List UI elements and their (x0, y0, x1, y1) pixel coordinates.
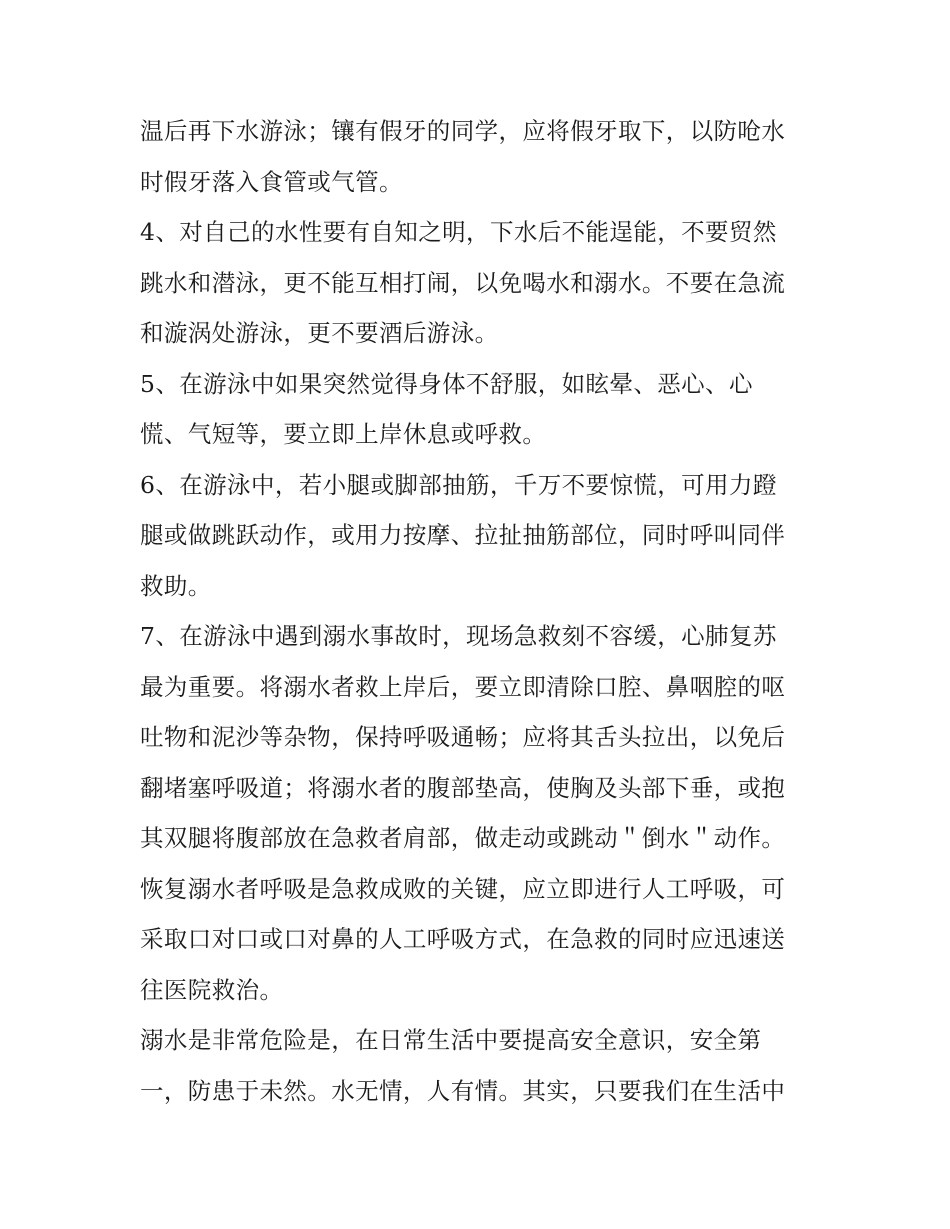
text-line: 6、在游泳中，若小腿或脚部抽筋，千万不要惊慌，可用力蹬 (140, 471, 777, 499)
text-line: 温后再下水游泳；镶有假牙的同学，应将假牙取下，以防呛水 (140, 117, 786, 145)
text-line: 跳水和潜泳，更不能互相打闹，以免喝水和溺水。不要在急流 (140, 269, 786, 297)
text-line: 其双腿将腹部放在急救者肩部，做走动或跳动＂倒水＂动作。 (140, 824, 786, 852)
text-line: 最为重要。将溺水者救上岸后，要立即清除口腔、鼻咽腔的呕 (140, 673, 786, 701)
text-line: 慌、气短等，要立即上岸休息或呼救。 (140, 420, 547, 448)
text-line: 往医院救治。 (140, 976, 284, 1004)
text-line: 采取口对口或口对鼻的人工呼吸方式，在急救的同时应迅速送 (140, 925, 786, 953)
text-line: 翻堵塞呼吸道；将溺水者的腹部垫高，使胸及头部下垂，或抱 (140, 774, 786, 802)
text-line: 恢复溺水者呼吸是急救成败的关键，应立即进行人工呼吸，可 (140, 875, 786, 903)
text-line: 溺水是非常危险是，在日常生活中要提高安全意识，安全第 (140, 1026, 762, 1054)
text-line: 7、在游泳中遇到溺水事故时，现场急救刻不容缓，心肺复苏 (140, 622, 777, 650)
text-line: 腿或做跳跃动作，或用力按摩、拉扯抽筋部位，同时呼叫同伴 (140, 521, 786, 549)
text-line: 4、对自己的水性要有自知之明，下水后不能逞能，不要贸然 (140, 218, 777, 246)
text-line: 吐物和泥沙等杂物，保持呼吸通畅；应将其舌头拉出，以免后 (140, 723, 786, 751)
text-line: 5、在游泳中如果突然觉得身体不舒服，如眩晕、恶心、心 (140, 370, 753, 398)
text-line: 和漩涡处游泳，更不要酒后游泳。 (140, 319, 499, 347)
text-line: 救助。 (140, 572, 212, 600)
text-line: 一，防患于未然。水无情，人有情。其实，只要我们在生活中 (140, 1077, 786, 1105)
text-line: 时假牙落入食管或气管。 (140, 168, 403, 196)
